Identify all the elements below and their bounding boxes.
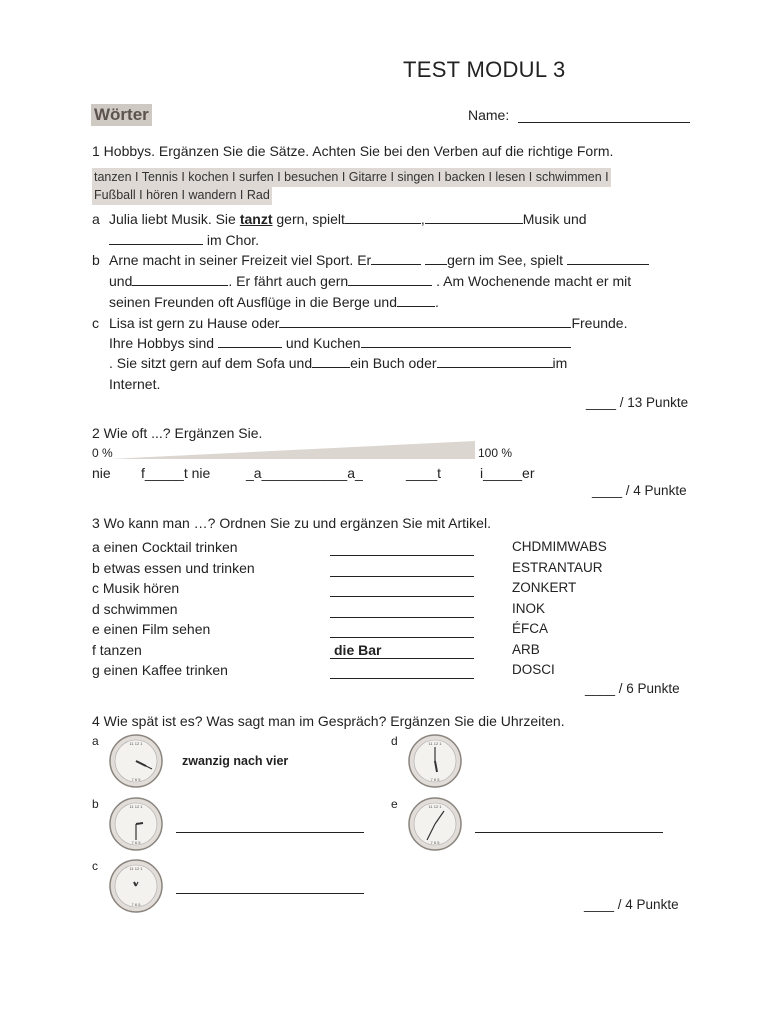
svg-text:7 6 5: 7 6 5	[430, 840, 440, 845]
pct-100: 100 %	[478, 446, 513, 460]
svg-text:11 12 1: 11 12 1	[129, 741, 143, 746]
s2-score: ____ / 4 Punkte	[592, 483, 687, 498]
clock-b-icon	[108, 796, 164, 852]
s3-answer-field[interactable]	[330, 560, 474, 577]
s1-a-comma: ,	[420, 211, 425, 227]
s1-a-text2: gern, spielt	[276, 211, 345, 227]
freq-word-5[interactable]: i_____er	[480, 465, 535, 481]
page-title: TEST MODUL 3	[403, 57, 566, 82]
freq-word-1: nie	[92, 465, 111, 481]
blank-c2[interactable]	[218, 335, 282, 348]
s2-heading: 2 Wie oft ...? Ergänzen Sie.	[92, 425, 263, 441]
s1-b-text2: gern im See, spielt	[447, 252, 564, 268]
s1-c-line1	[109, 315, 627, 331]
s3-item-label: f tanzen	[92, 641, 142, 658]
s1-b-label: b	[92, 252, 100, 268]
svg-text:7 6 5: 7 6 5	[131, 777, 141, 782]
s3-scramble: ZONKERT	[512, 580, 577, 595]
clock-c-answer-field[interactable]	[176, 892, 364, 894]
s1-c-text7: im	[552, 355, 568, 371]
svg-text:7 6 5: 7 6 5	[430, 777, 440, 782]
freq-word-4[interactable]: ____t	[406, 465, 442, 481]
s1-c-text2: Freunde.	[571, 315, 628, 331]
s1-b-text: Arne macht in seiner Freizeit viel Sport. Er	[109, 252, 372, 268]
blank-b1b[interactable]	[425, 252, 447, 265]
s3-item-label: g einen Kaffee trinken	[92, 662, 228, 678]
s1-c-line2	[109, 335, 571, 351]
s1-c-line3	[109, 355, 567, 371]
s1-c-text6: ein Buch oder	[350, 355, 437, 371]
s3-answer-field[interactable]	[330, 580, 474, 597]
wordbank-line-1: tanzen I Tennis I kochen I surfen I besuchen I Gitarre I singen I backen I lesen I schwimmen I	[92, 168, 611, 187]
blank-a1[interactable]	[345, 211, 421, 224]
clock-a-letter: a	[92, 734, 99, 748]
s1-b-dot: .	[434, 294, 439, 310]
clock-c-letter: c	[92, 859, 98, 873]
s1-b-text6: seinen Freunden oft Ausflüge in die Berge und	[109, 294, 397, 310]
s3-answer-field[interactable]	[330, 601, 474, 618]
clock-c-icon	[108, 858, 164, 914]
s3-scramble: ÉFCA	[512, 621, 549, 636]
clock-e-letter: e	[391, 797, 398, 811]
s1-b-line2	[109, 273, 631, 289]
blank-c4[interactable]	[312, 355, 350, 368]
s1-b-text5: . Am Wochenende macht er mit	[436, 273, 632, 289]
s3-answer-field[interactable]	[330, 539, 474, 556]
clock-d-letter: d	[391, 734, 398, 748]
blank-c3[interactable]	[361, 335, 571, 348]
s1-a-line2	[109, 232, 259, 248]
frequency-wedge	[110, 440, 476, 460]
s3-item-label: d schwimmen	[92, 600, 178, 617]
clock-e-answer-field[interactable]	[475, 831, 663, 833]
s1-score: ____ / 13 Punkte	[586, 395, 689, 410]
pct-0: 0 %	[92, 446, 113, 460]
s1-b-text3: und	[109, 273, 133, 289]
s3-heading: 3 Wo kann man …? Ordnen Sie zu und ergänzen Sie mit Artikel.	[92, 515, 491, 531]
s4-heading: 4 Wie spät ist es? Was sagt man im Gespräch? Ergänzen Sie die Uhrzeiten.	[92, 713, 565, 729]
s1-c-line4: Internet.	[109, 376, 161, 392]
s3-scramble: ARB	[512, 641, 540, 657]
s3-item-label: b etwas essen und trinken	[92, 559, 255, 576]
s3-answer-field[interactable]: die Bar	[330, 642, 474, 659]
section-label-woerter: Wörter	[91, 104, 152, 126]
clock-b-answer-field[interactable]	[176, 831, 364, 833]
clock-a-answer: zwanzig nach vier	[182, 754, 289, 768]
svg-text:7 6 5: 7 6 5	[131, 902, 141, 907]
blank-b1[interactable]	[371, 252, 421, 265]
s4-score: ____ / 4 Punkte	[584, 897, 679, 912]
wordbank-line-2: Fußball I hören I wandern I Rad	[92, 186, 272, 205]
clock-d-icon	[407, 733, 463, 789]
name-field[interactable]	[518, 121, 690, 123]
svg-text:11 12 1: 11 12 1	[428, 804, 442, 809]
blank-c5[interactable]	[437, 355, 553, 368]
s3-answer-field[interactable]	[330, 621, 474, 638]
blank-b3[interactable]	[132, 273, 228, 286]
s1-a-text3: Musik und	[522, 211, 587, 227]
s3-score: ____ / 6 Punkte	[585, 681, 680, 696]
freq-word-2[interactable]: f_____t nie	[141, 465, 211, 481]
blank-b5[interactable]	[397, 294, 435, 307]
blank-a3[interactable]	[109, 232, 203, 245]
s1-b-line1	[109, 252, 649, 268]
s3-scramble: DOSCI	[512, 662, 555, 677]
s1-heading: 1 Hobbys. Ergänzen Sie die Sätze. Achten Sie bei den Verben auf die richtige Form.	[92, 143, 614, 159]
blank-c1[interactable]	[279, 315, 571, 328]
s1-c-text5: . Sie sitzt gern auf dem Sofa und	[109, 355, 313, 371]
svg-text:11 12 1: 11 12 1	[129, 866, 143, 871]
s1-c-text4: und Kuchen	[285, 335, 361, 351]
s3-scramble: ESTRANTAUR	[512, 559, 603, 575]
s1-a-text4: im Chor.	[206, 232, 260, 248]
s1-b-text4: . Er fährt auch gern	[228, 273, 349, 289]
blank-b4[interactable]	[348, 273, 432, 286]
s1-a-text: Julia liebt Musik. Sie	[109, 211, 236, 227]
s3-item-label: e einen Film sehen	[92, 621, 211, 637]
s3-item-label: c Musik hören	[92, 580, 180, 596]
svg-text:11 12 1: 11 12 1	[428, 741, 442, 746]
s1-a-label: a	[92, 211, 100, 227]
blank-b2[interactable]	[567, 252, 649, 265]
freq-word-3[interactable]: _a___________a_	[246, 465, 363, 481]
s1-a-example: tanzt	[239, 211, 273, 227]
s1-b-line3	[109, 294, 439, 310]
s1-c-text3: Ihre Hobbys sind	[109, 335, 215, 351]
s1-c-label: c	[92, 315, 99, 331]
s1-a-line1	[109, 211, 587, 227]
clock-e-icon	[407, 796, 463, 852]
s1-c-text: Lisa ist gern zu Hause oder	[109, 315, 280, 331]
blank-a2[interactable]	[425, 211, 523, 224]
s3-scramble: CHDMIMWABS	[512, 539, 607, 554]
svg-text:7 6 5: 7 6 5	[131, 840, 141, 845]
s3-answer-field[interactable]	[330, 662, 474, 679]
clock-a-icon	[108, 733, 164, 789]
name-label: Name:	[468, 107, 510, 123]
clock-b-letter: b	[92, 797, 99, 811]
s3-scramble: INOK	[512, 600, 546, 616]
s3-item-label: a einen Cocktail trinken	[92, 539, 238, 555]
svg-text:11 12 1: 11 12 1	[129, 804, 143, 809]
